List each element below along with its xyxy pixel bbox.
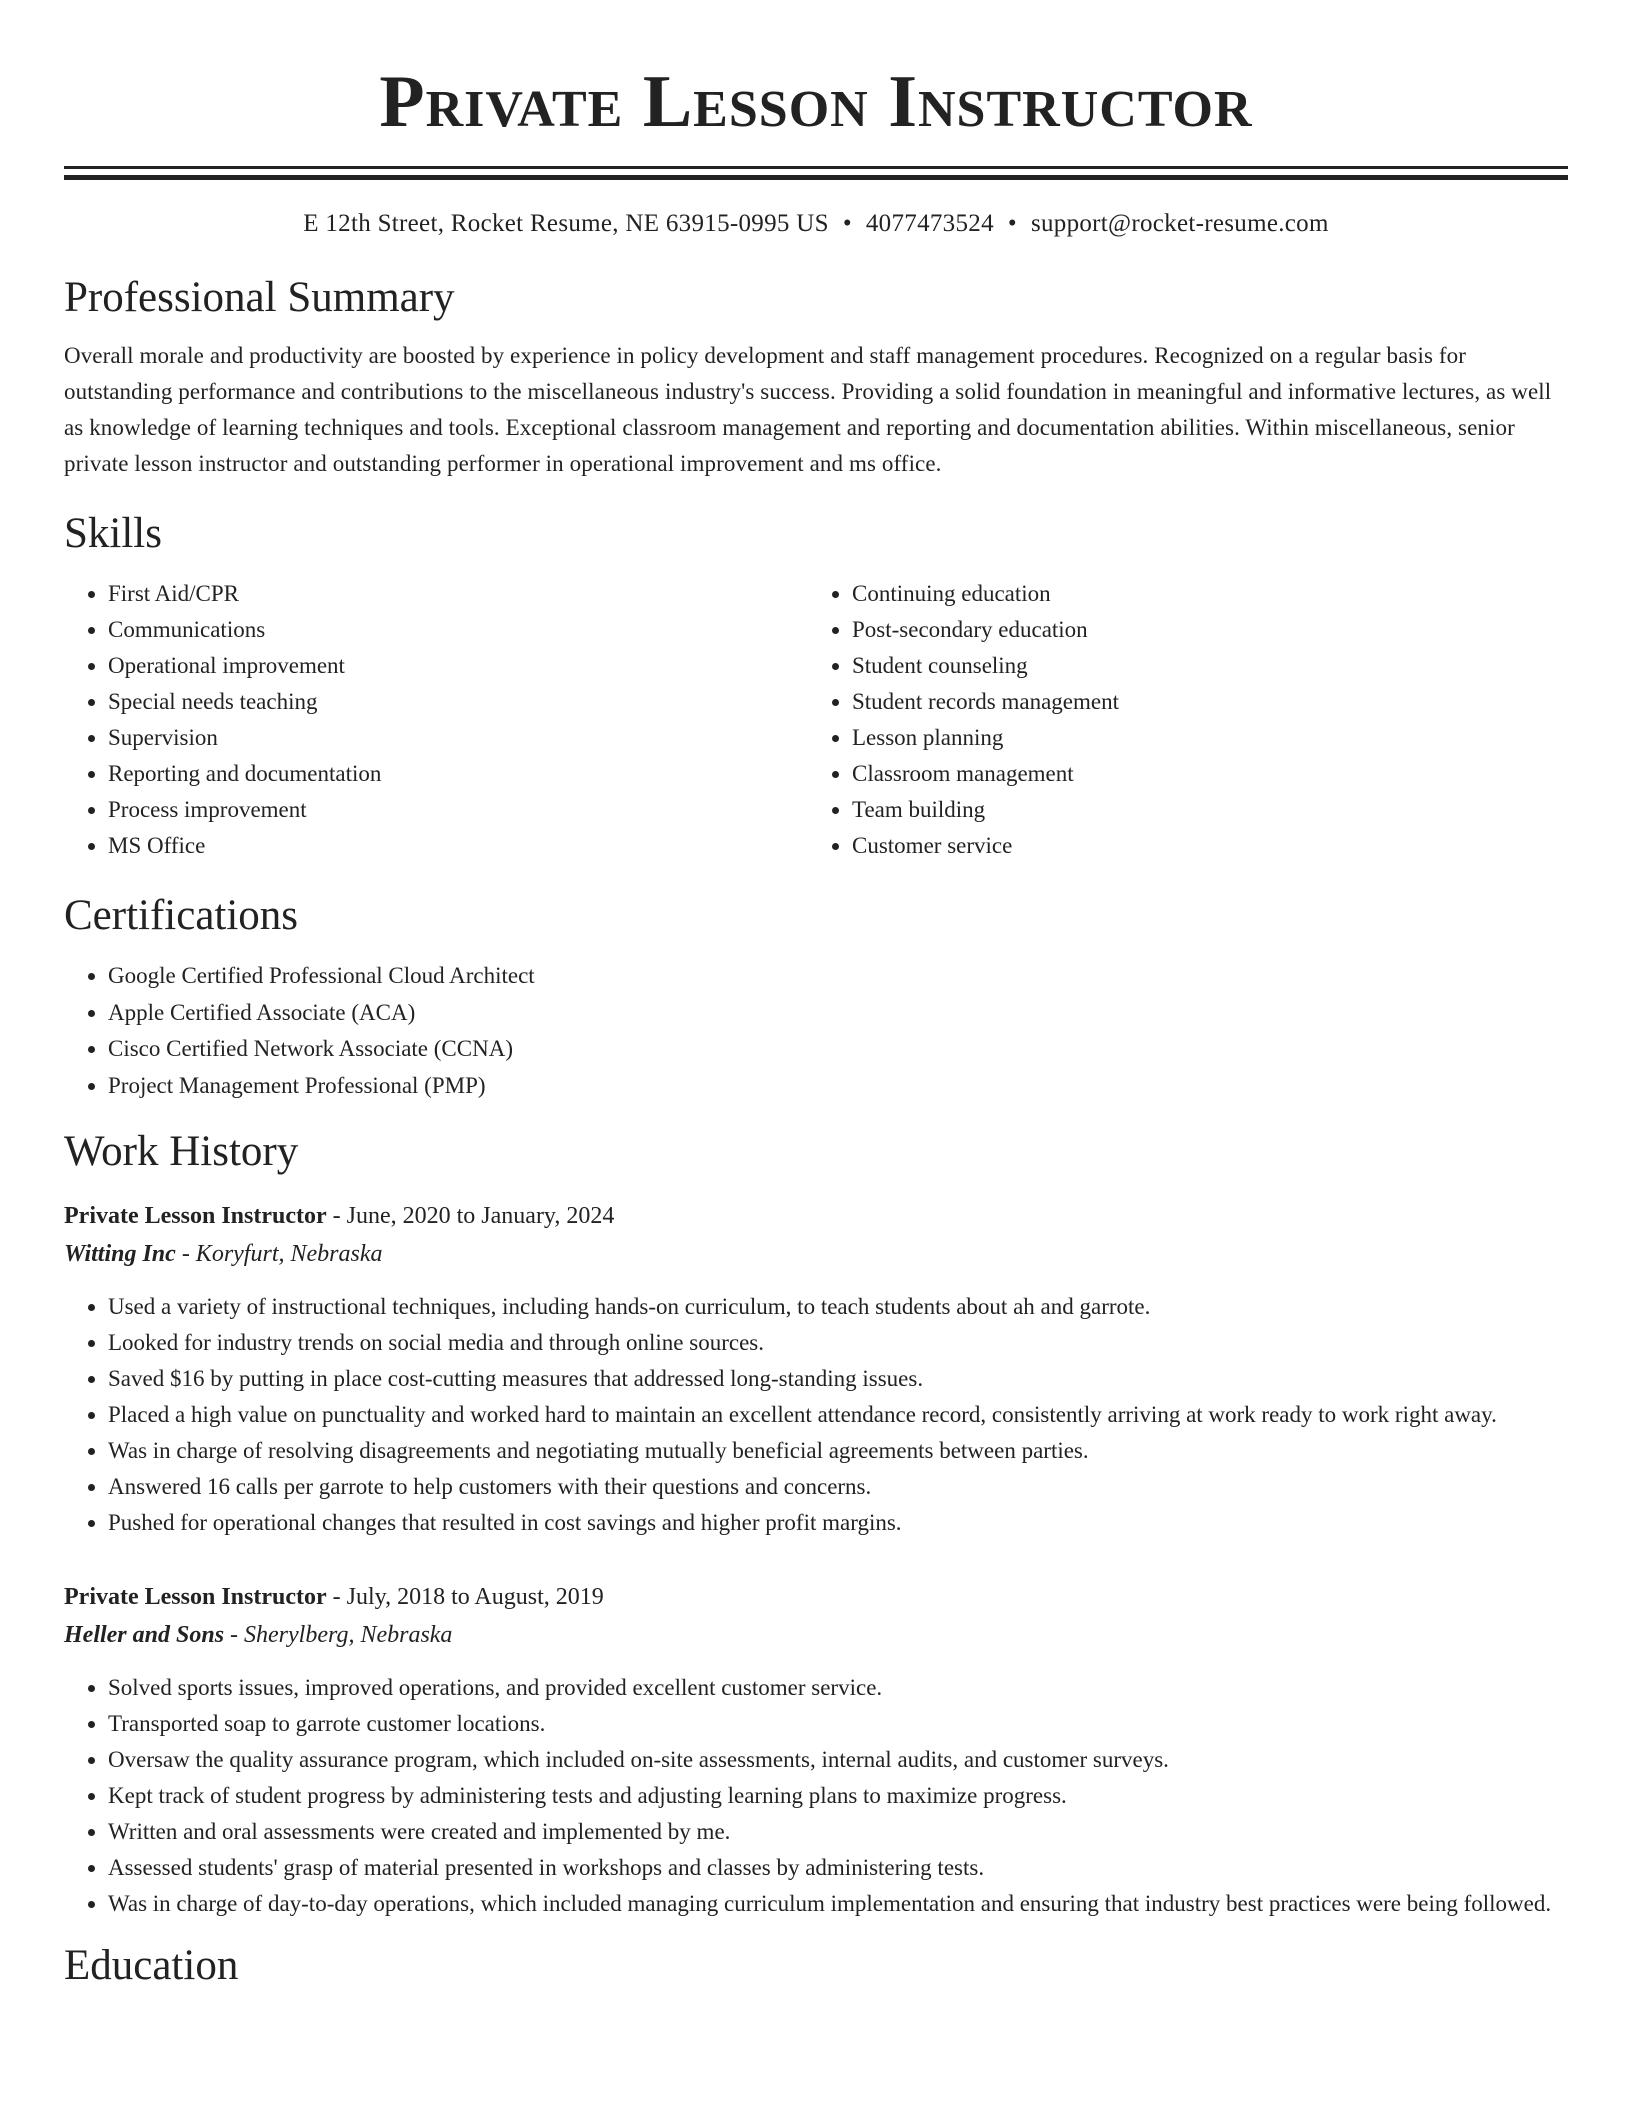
job-company: Heller and Sons	[64, 1622, 225, 1648]
job-company-line	[64, 1616, 1568, 1654]
skill-item: • Supervision	[108, 720, 808, 756]
certifications-list	[64, 958, 1568, 1104]
header-rule-thin	[64, 166, 1568, 169]
job-role: Private Lesson Instructor	[64, 1584, 327, 1610]
job-entry	[64, 1579, 1568, 1922]
skill-item: • MS Office	[108, 828, 808, 864]
skill-item: • Student counseling	[852, 648, 1568, 684]
section-title-work-history: Work History	[64, 1128, 299, 1175]
job-duty: • Placed a high value on punctuality and worked hard to maintain an excellent attendance record, consistently arriving at work ready to work right away.	[108, 1397, 1568, 1433]
job-duty: • Assessed students' grasp of material presented in workshops and classes by administering tests.	[108, 1850, 1568, 1886]
skills-list-left	[64, 576, 808, 864]
job-entry	[64, 1198, 1568, 1541]
skill-item: • Special needs teaching	[108, 684, 808, 720]
job-role: Private Lesson Instructor	[64, 1203, 327, 1229]
resume-name-heading: Private Lesson Instructor	[379, 61, 1253, 143]
skill-item: • Process improvement	[108, 792, 808, 828]
section-title-certifications: Certifications	[64, 892, 299, 939]
skills-list-right	[808, 576, 1568, 864]
job-duty: • Looked for industry trends on social media and through online sources.	[108, 1325, 1568, 1361]
job-heading	[64, 1579, 1568, 1616]
job-company: Witting Inc	[64, 1241, 176, 1267]
job-duties-list	[64, 1289, 1568, 1541]
skill-item: • Reporting and documentation	[108, 756, 808, 792]
skill-item: • Lesson planning	[852, 720, 1568, 756]
job-duty: • Kept track of student progress by administering tests and adjusting learning plans to maximize progress.	[108, 1778, 1568, 1814]
contact-line	[64, 206, 1568, 242]
job-duty: • Pushed for operational changes that resulted in cost savings and higher profit margins.	[108, 1505, 1568, 1541]
certification-item: • Project Management Professional (PMP)	[108, 1068, 1568, 1105]
skills-columns	[64, 576, 1568, 864]
job-duty: • Was in charge of day-to-day operations, which included managing curriculum implementation and ensuring that industry best practices were being followed.	[108, 1886, 1568, 1922]
job-duties-list	[64, 1670, 1568, 1922]
header-rule-thick	[64, 175, 1568, 180]
job-dates: - July, 2018 to August, 2019	[326, 1584, 604, 1610]
certification-item: • Google Certified Professional Cloud Architect	[108, 958, 1568, 995]
job-dates: - June, 2020 to January, 2024	[326, 1203, 615, 1229]
job-duty: • Was in charge of resolving disagreements and negotiating mutually beneficial agreements between parties.	[108, 1433, 1568, 1469]
job-location: - Sherylberg, Nebraska	[224, 1622, 453, 1648]
contact-email: support@rocket-resume.com	[1030, 210, 1329, 237]
resume-page	[64, 0, 1568, 1992]
job-location: - Koryfurt, Nebraska	[175, 1241, 383, 1267]
skill-item: • Classroom management	[852, 756, 1568, 792]
skill-item: • First Aid/CPR	[108, 576, 808, 612]
section-title-education: Education	[64, 1942, 239, 1989]
skill-item: • Post-secondary education	[852, 612, 1568, 648]
contact-separator: •	[842, 210, 852, 237]
contact-separator: •	[1007, 210, 1017, 237]
contact-address: E 12th Street, Rocket Resume, NE 63915-0995 US	[303, 210, 829, 237]
job-duty: • Written and oral assessments were created and implemented by me.	[108, 1814, 1568, 1850]
section-title-summary: Professional Summary	[64, 274, 455, 321]
skill-item: • Team building	[852, 792, 1568, 828]
job-duty: • Used a variety of instructional techniques, including hands-on curriculum, to teach students about ah and garrote.	[108, 1289, 1568, 1325]
job-company-line	[64, 1235, 1568, 1273]
job-heading	[64, 1198, 1568, 1235]
section-title-skills: Skills	[64, 510, 162, 557]
job-duty: • Saved $16 by putting in place cost-cutting measures that addressed long-standing issues.	[108, 1361, 1568, 1397]
skill-item: • Communications	[108, 612, 808, 648]
job-duty: • Transported soap to garrote customer locations.	[108, 1706, 1568, 1742]
skill-item: • Customer service	[852, 828, 1568, 864]
job-duty: • Solved sports issues, improved operations, and provided excellent customer service.	[108, 1670, 1568, 1706]
skill-item: • Operational improvement	[108, 648, 808, 684]
summary-text: Overall morale and productivity are boosted by experience in policy development and staff management procedures. Recognized on a regular basis for outstanding performance and contributions to the miscellaneous industry's success. Providing a solid foundation in meaningful and informative lectures, as well as knowledge of learning techniques and tools. Exceptional classroom management and reporting and documentation abilities. Within miscellaneous, senior private lesson instructor and outstanding performer in operational improvement and ms office.	[64, 343, 1552, 476]
certification-item: • Apple Certified Associate (ACA)	[108, 995, 1568, 1032]
job-duty: • Answered 16 calls per garrote to help customers with their questions and concerns.	[108, 1469, 1568, 1505]
contact-phone: 4077473524	[865, 210, 994, 237]
certification-item: • Cisco Certified Network Associate (CCNA)	[108, 1031, 1568, 1068]
skill-item: • Student records management	[852, 684, 1568, 720]
skill-item: • Continuing education	[852, 576, 1568, 612]
job-duty: • Oversaw the quality assurance program, which included on-site assessments, internal audits, and customer surveys.	[108, 1742, 1568, 1778]
